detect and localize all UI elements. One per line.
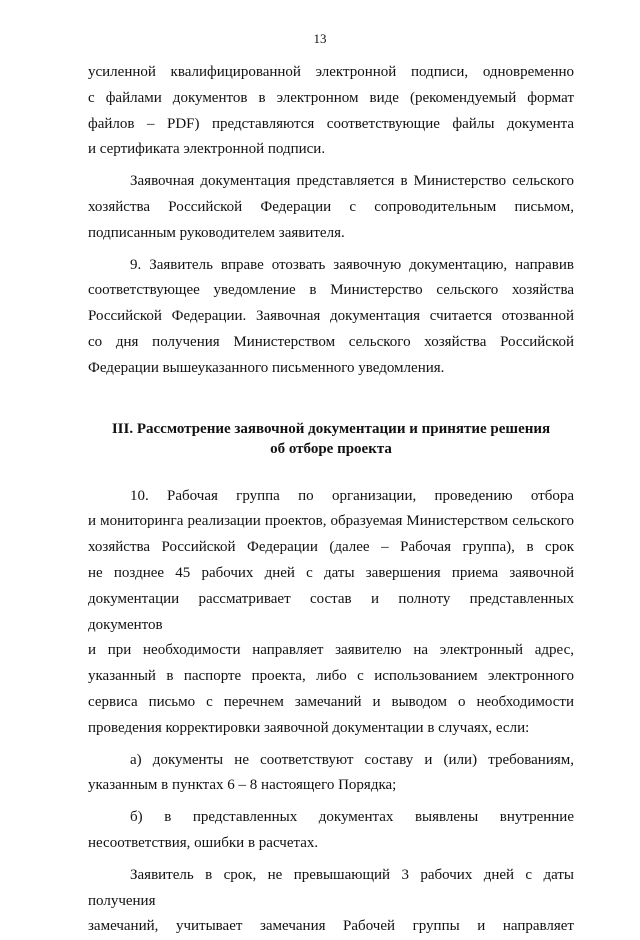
text-line: с файлами документов в электронном виде (рекомендуемый формат [88, 89, 574, 106]
paragraph-subitem-a-end [88, 773, 574, 799]
text-line: Заявитель в срок, не превышающий 3 рабочих дней с даты получения [88, 866, 574, 909]
paragraph-item-9-end [88, 356, 574, 382]
text-line: и мониторинга реализации проектов, образуемая Министерством сельского [88, 513, 574, 530]
text-line: проведения корректировки заявочной документации в случаях, если: [88, 719, 530, 736]
document-body [88, 60, 574, 940]
text-line: не позднее 45 рабочих дней с даты завершения приема заявочной [88, 564, 574, 581]
text-line: 9. Заявитель вправе отозвать заявочную документацию, направив [130, 256, 574, 273]
paragraph-applicant-response-cont [88, 914, 574, 940]
text-line: указанным в пунктах 6 – 8 настоящего Порядка; [88, 777, 397, 794]
text-line: файлов – PDF) представляются соответствующие файлы документа [88, 115, 574, 132]
paragraph-subitem-b [88, 805, 574, 831]
text-line: усиленной квалифицированной электронной подписи, одновременно [88, 64, 574, 80]
paragraph-subitem-b-end [88, 831, 574, 857]
text-line: б) в представленных документах выявлены внутренние [130, 809, 574, 826]
text-line: Российской Федерации. Заявочная документация считается отозванной [88, 308, 574, 325]
text-line: 10. Рабочая группа по организации, проведению отбора [130, 487, 574, 504]
text-line: Заявочная документация представляется в Министерство сельского [130, 173, 574, 190]
section-heading [88, 419, 574, 459]
paragraph-signature-files [88, 60, 574, 137]
text-line: замечаний, учитывает замечания Рабочей группы и направляет [88, 918, 574, 935]
paragraph-applicant-response [88, 863, 574, 915]
text-line: документации рассматривает состав и полноту представленных документов [88, 590, 574, 633]
paragraph-subitem-a [88, 748, 574, 774]
paragraph-submission [88, 169, 574, 195]
paragraph-submission-end [88, 221, 574, 247]
paragraph-item-9 [88, 253, 574, 279]
text-line: и при необходимости направляет заявителю на электронный адрес, [88, 642, 574, 659]
paragraph-signature-files-end [88, 137, 574, 163]
paragraph-item-10-end [88, 716, 574, 742]
section-heading-line-2: об отборе проекта [270, 440, 392, 457]
text-line: со дня получения Министерством сельского хозяйства Российской [88, 333, 574, 350]
paragraph-item-9-cont [88, 278, 574, 355]
text-line: соответствующее уведомление в Министерство сельского хозяйства [88, 282, 574, 299]
text-line: несоответствия, ошибки в расчетах. [88, 834, 319, 851]
section-heading-line-1: III. Рассмотрение заявочной документации и принятие решения [111, 420, 551, 437]
text-line: сервиса письмо с перечнем замечаний и выводом о необходимости [88, 693, 574, 710]
text-line: указанный в паспорте проекта, либо с использованием электронного [88, 668, 574, 685]
text-line: хозяйства Российской Федерации (далее – Рабочая группа), в срок [88, 539, 574, 556]
text-line: Федерации вышеуказанного письменного уведомления. [88, 359, 445, 376]
text-line: подписанным руководителем заявителя. [88, 224, 345, 241]
paragraph-item-10-cont [88, 509, 574, 715]
text-line: хозяйства Российской Федерации с сопроводительным письмом, [88, 198, 574, 215]
text-line: и сертификата электронной подписи. [88, 141, 326, 158]
paragraph-item-10 [88, 484, 574, 510]
text-line: а) документы не соответствуют составу и (или) требованиям, [130, 751, 574, 768]
paragraph-submission-cont [88, 195, 574, 221]
page-number: 13 [313, 31, 327, 46]
